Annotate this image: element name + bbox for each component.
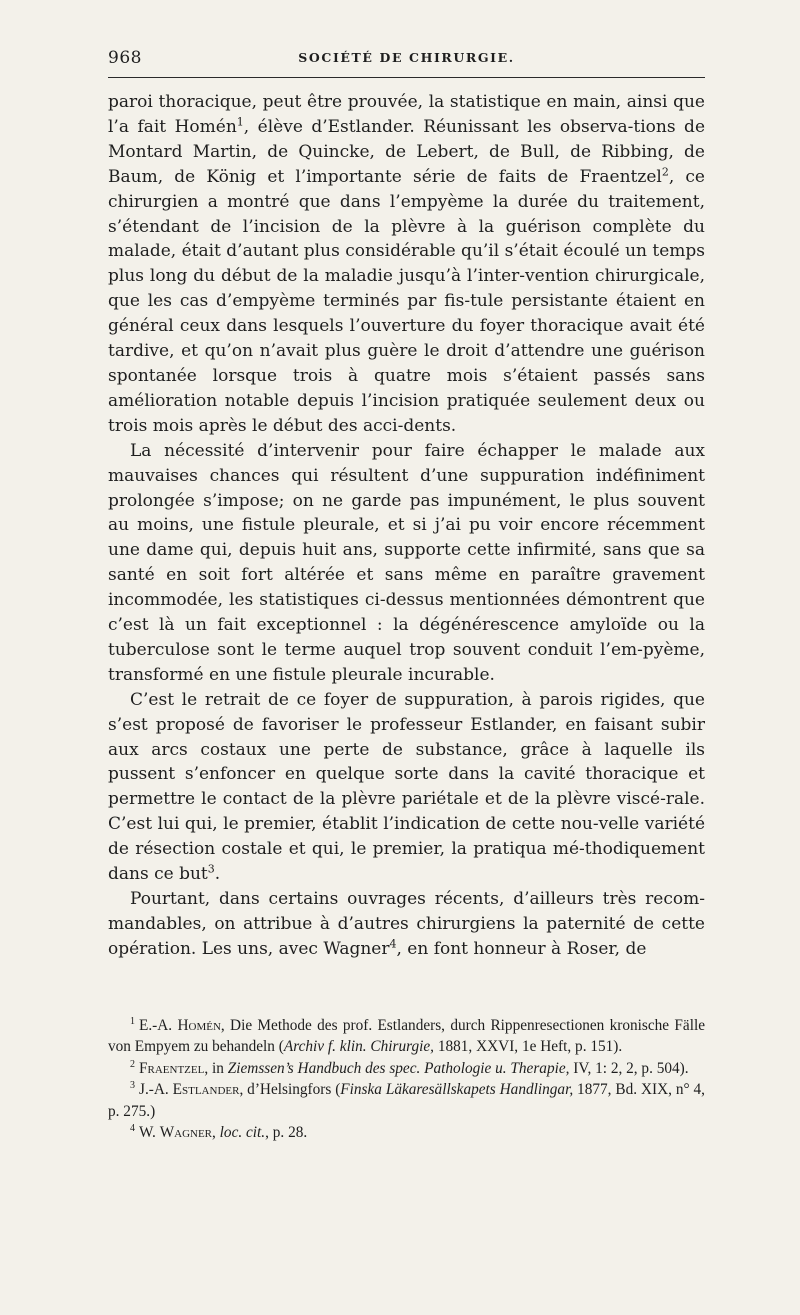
footnotes <box>108 1015 705 1143</box>
footnote-marker: 4 <box>130 1122 135 1134</box>
page-number: 968 <box>108 48 142 68</box>
footnote-reference: 4 <box>389 937 397 951</box>
text-run: E.-A. <box>139 1017 178 1034</box>
footnote-marker: 3 <box>130 1080 135 1092</box>
running-head <box>108 48 705 72</box>
citation-title: Ziemssen’s Handbuch des spec. Pathologie u. Therapie, <box>227 1059 570 1077</box>
text-run: paroi thoracique, peut être prouvée, la statistique en main, ainsi que l’a fait Homén <box>108 92 705 137</box>
text-run: La nécessité d’intervenir pour faire échapper le malade aux mauvaises chances qui résultent d’une suppuration indéfiniment prolongée s’impose; on ne garde pas impunément, le plus souvent au moins, une fistule pleurale, et si j’ai pu voir encore récemment une dame qui, depuis huit ans, supporte cette infirmité, sans que sa santé en soit fort altérée et sans même en paraître gravement incommodée, les statistiques ci-dessus mentionnées démontrent que c’est là un fait exceptionnel : la dégénérescence amyloïde ou la tuberculose sont le terme auquel trop souvent conduit l’em-pyème, transformé en une fistule pleurale incurable. <box>108 440 705 685</box>
text-run: J.-A. <box>139 1081 173 1099</box>
footnote-reference: 2 <box>661 165 669 179</box>
author-name: Wagner <box>159 1124 213 1142</box>
footnote <box>108 1058 705 1079</box>
text-run: , en font honneur à Roser, de <box>396 938 647 959</box>
footnote-marker: 1 <box>130 1015 135 1027</box>
text-run: , Die Methode des prof. Estlanders, durch Rippenresectionen kronische Fälle von Empyem zu behandeln ( <box>108 1017 705 1056</box>
text-run: C’est le retrait de ce foyer de suppuration, à parois rigides, que s’est proposé de favoriser le professeur Estlander, en faisant subir aux arcs costaux une perte de substance, grâce à laquelle ils pussent s’enfoncer en quelque sorte dans la cavité thoracique et permettre le contact de la plèvre pariétale et de la plèvre viscé-rale. C’est lui qui, le premier, établit l’indication de cette nou-velle variété de résection costale et qui, le premier, la pratiqua mé-thodiquement dans ce but <box>108 689 705 885</box>
text-run: , ce chirurgien a montré que dans l’empyème la durée du traitement, s’étendant de l’incision de la plèvre à la guérison complète du malade, était d’autant plus considérable qu’il s’était écoulé un temps plus long du début de la maladie jusqu’à l’inter-vention chirurgicale, que les cas d’empyème terminés par fis-tule persistante étaient en général ceux dans lesquels l’ouverture du foyer thoracique avait été tardive, et qu’on n’avait plus guère le droit d’attendre une guérison spontanée lorsque trois à quatre mois s’étaient passés sans amélioration notable depuis l’incision pratiquée seulement deux ou trois mois après le début des acci-dents. <box>108 166 705 436</box>
header-rule <box>108 77 705 78</box>
text-run: 1881, XXVI, 1e Heft, p. 151). <box>434 1038 623 1056</box>
running-title: SOCIÉTÉ DE CHIRURGIE. <box>298 50 515 65</box>
text-run: IV, 1: 2, 2, p. 504). <box>569 1059 689 1077</box>
text-run: Pourtant, dans certains ouvrages récents, d’ailleurs très recom-mandables, on attribue à d’autres chirurgiens la paternité de cette opération. Les uns, avec Wagner <box>108 889 705 959</box>
text-run: , <box>212 1124 220 1142</box>
text-run: , élève d’Estlander. Réunissant les observa-tions de Montard Martin, de Quincke, de Lebert, de Bull, de Ribbing, de Baum, de König et l’importante série de faits de Fraentzel <box>108 116 705 187</box>
footnote <box>108 1079 705 1122</box>
text-run: . <box>214 864 221 885</box>
citation-title: Finska Läkaresällskapets Handlingar, <box>340 1081 574 1099</box>
citation-title: Archiv f. klin. Chirurgie, <box>283 1038 434 1056</box>
text-run: W. <box>139 1124 160 1142</box>
author-name: Fraentzel <box>139 1059 205 1077</box>
paragraph <box>108 439 705 688</box>
text-run: , p. 28. <box>265 1124 308 1142</box>
author-name: Estlander <box>172 1081 240 1099</box>
text-run: , in <box>204 1059 228 1077</box>
paragraph <box>108 688 705 887</box>
footnote <box>108 1122 705 1143</box>
paragraph <box>108 90 705 439</box>
text-run: 1877, Bd. XIX, n° 4, p. 275.) <box>108 1081 706 1120</box>
footnote-reference: 1 <box>236 115 244 129</box>
citation-title: loc. cit. <box>219 1124 266 1142</box>
author-name: Homén <box>177 1017 221 1034</box>
footnote <box>108 1015 705 1058</box>
footnote-marker: 2 <box>130 1058 135 1070</box>
paragraph <box>108 887 705 962</box>
text-run: , d’Helsingfors ( <box>239 1081 341 1099</box>
body-text <box>108 90 705 962</box>
footnote-reference: 3 <box>207 862 215 876</box>
